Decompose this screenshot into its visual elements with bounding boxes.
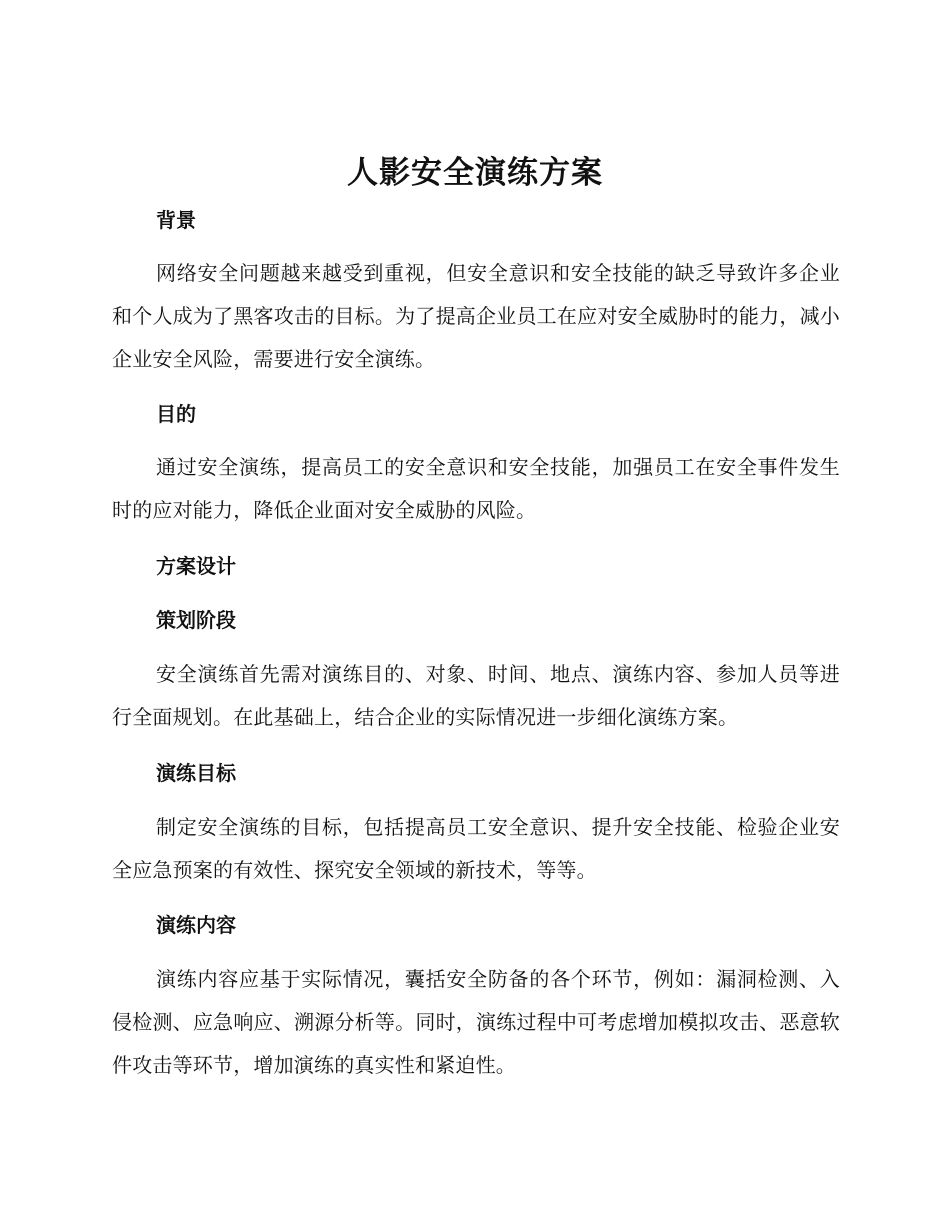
section-heading-content: 演练内容 (156, 913, 236, 937)
section-heading-planning: 策划阶段 (156, 608, 236, 632)
section-heading-purpose: 目的 (156, 402, 196, 426)
document-title: 人影安全演练方案 (347, 155, 603, 191)
section-heading-design: 方案设计 (156, 554, 236, 578)
section-text-planning: 安全演练首先需对演练目的、对象、时间、地点、演练内容、参加人员等进行全面规划。在此基础上，结合企业的实际情况进一步细化演练方案。 (112, 662, 840, 729)
section-text-goals: 制定安全演练的目标，包括提高员工安全意识、提升安全技能、检验企业安全应急预案的有效性、探究安全领域的新技术，等等。 (112, 815, 840, 882)
section-heading-goals: 演练目标 (156, 761, 236, 785)
section-text-background: 网络安全问题越来越受到重视，但安全意识和安全技能的缺乏导致许多企业和个人成为了黑客攻击的目标。为了提高企业员工在应对安全威胁时的能力，减小企业安全风险，需要进行安全演练。 (112, 261, 840, 371)
section-text-purpose: 通过安全演练，提高员工的安全意识和安全技能，加强员工在安全事件发生时的应对能力，降低企业面对安全威胁的风险。 (112, 455, 840, 522)
section-heading-background: 背景 (156, 208, 196, 232)
section-text-content: 演练内容应基于实际情况，囊括安全防备的各个环节，例如：漏洞检测、入侵检测、应急响应、溯源分析等。同时，演练过程中可考虑增加模拟攻击、恶意软件攻击等环节，增加演练的真实性和紧迫性。 (112, 967, 840, 1077)
